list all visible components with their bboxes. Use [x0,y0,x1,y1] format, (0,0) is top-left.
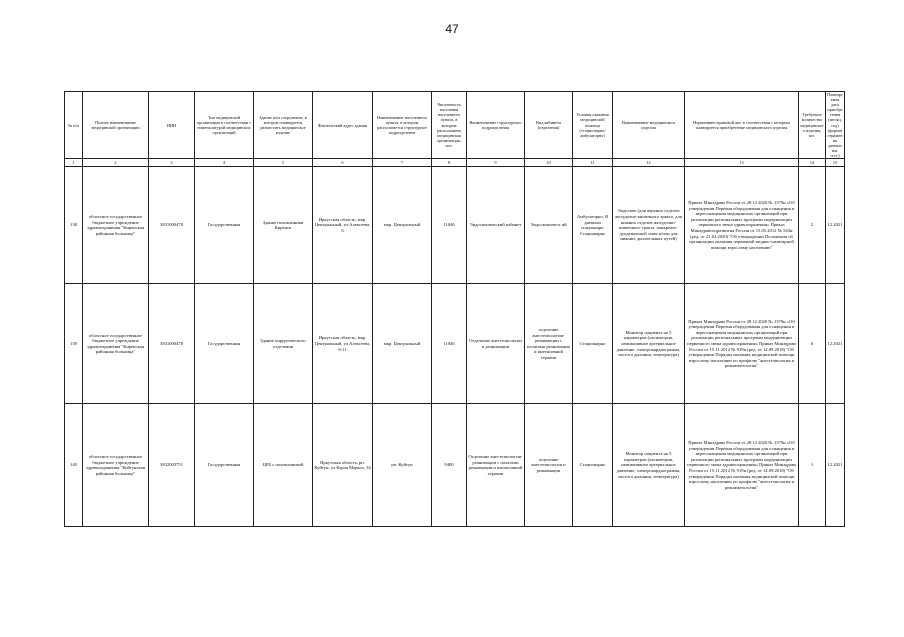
column-number: 9 [467,159,525,167]
conditions-cell: Амбулаторно, В дневном стационаре, Стационарно [573,167,613,284]
header-cell: Нормативно-правовой акт, в соответствии с которым планируется приобретение медицинского изделия [685,92,799,159]
column-number: 2 [83,159,149,167]
column-number: 13 [685,159,799,167]
quantity-cell: 1 [799,404,826,527]
table-row [65,404,845,527]
population-cell: 11046 [432,284,467,404]
org-name-cell: областное государственное бюджетное учреждение здравоохранения "Куйтунская районная больница" [83,404,149,527]
header-cell: Наименование населенного пункта, в котором располагается структурное подразделение [373,92,432,159]
org-type-cell: Государственная [195,167,254,284]
column-number: 8 [432,159,467,167]
quantity-cell: 6 [799,284,826,404]
header-cell: Планируемая дата приобретения (месяц, год) (формат отражения данных мм. гггг.) [827,92,843,159]
date-cell: 12.2021 [826,167,845,284]
column-number: 14 [799,159,826,167]
org-name-cell: областное государственное бюджетное учреждение здравоохранения "Киренская районная больница" [83,167,149,284]
address-cell: Иркутская область, рп. Куйтун, ул.Карла Маркса, 34 [313,404,373,527]
header-cell: Численность населения населенного пункта, в котором расположена медицинская организация, чел. [432,92,467,159]
unit-cell: Отделение анестезиологии-реанимации с палатами реанимации и интенсивной терапии [467,404,525,527]
unit-cell: Эндоскопический кабинет [467,167,525,284]
row-number: 139 [65,284,83,404]
header-cell: Здание или сооружение, в котором планируется разместить медицинское изделие [254,92,313,159]
header-cell: Условия оказания медицинской помощи (стационарно/амбулаторно) [573,92,613,159]
page-number: 47 [445,22,459,36]
inn-cell: 3831000478 [149,167,195,284]
column-number-row [65,159,845,167]
org-type-cell: Государственная [195,404,254,527]
date-cell: 12.2021 [826,404,845,527]
inn-cell: 3832003751 [149,404,195,527]
conditions-cell: Стационарно [573,404,613,527]
device-cell: Монитор пациента на 5 параметров (оксиметрия, неинвазивное артериальное давление, электрокардиограмма, частота дыхания, температура) [613,284,685,404]
row-number: 138 [65,167,83,284]
column-number: 3 [149,159,195,167]
header-cell: № п/п [65,92,83,159]
locality-cell: мкр. Центральный [373,167,432,284]
building-cell: Здание поликлиники Киренск [254,167,313,284]
quantity-cell: 2 [799,167,826,284]
cabinet-cell: Эндоскопическ ий [525,167,573,284]
column-number: 15 [826,159,845,167]
header-cell: ИНН [149,92,195,159]
header-row [65,92,845,159]
device-cell: Эндоскоп (для верхних отделов желудочно-кишечного тракта, для нижних отделов желудочно-кишечного тракта, панкреато-дуоденальной зоны и/или для нижних дыхательных путей) [613,167,685,284]
column-number: 1 [65,159,83,167]
column-number: 10 [525,159,573,167]
conditions-cell: Стационарно [573,284,613,404]
building-cell: Здание хирургического отделения [254,284,313,404]
address-cell: Иркутская область, мкр. Центральный, ул.Алексеева, 6 [313,167,373,284]
cabinet-cell: отделение анестезиологии-реанимации с палатами реанимации и интенсивной терапии [525,284,573,404]
org-name-cell: областное государственное бюджетное учреждение здравоохранения "Киренская районная больница" [83,284,149,404]
population-cell: 11046 [432,167,467,284]
legal-act-cell: Приказ Минздрава России от 28.12.2020 № 1379н «Об утверждении Перечня оборудования для оснащения и переоснащения медицинских организаций при реализации региональных программ модернизации первичного звена здравоохранения» Приказ Минздрава России от 15.11.2012 № 919н (ред. от 14.09.2018) "Об утверждении Порядка оказания медицинской помощи взрослому населению по профилю "анестезиология и реаниматология" [685,284,799,404]
row-number: 140 [65,404,83,527]
population-cell: 9400 [432,404,467,527]
locality-cell: мкр. Центральный [373,284,432,404]
header-cell: Полное наименование медицинской организации [83,92,149,159]
column-number: 5 [254,159,313,167]
equipment-table [64,91,845,527]
header-cell: Вид кабинета (отделения) [525,92,573,159]
header-cell: Наименование медицинского изделия [613,92,685,159]
legal-act-cell: Приказ Минздрава России от 28.12.2020 № 1379н «Об утверждении Перечня оборудования для оснащения и переоснащения медицинских организаций при реализации региональных программ модернизации первичного звена здравоохранения» Приказ Минздравсоцразвития России от 15.05.2012 № 543н (ред. от 21.02.2020) "Об утверждении Положения об организации оказания первичной медико-санитарной помощи взрослому населению" [685,167,799,284]
unit-cell: Отделение анестезиологии и реанимации [467,284,525,404]
table-row [65,167,845,284]
legal-act-cell: Приказ Минздрава России от 28.12.2020 № 1379н «Об утверждении Перечня оборудования для оснащения и переоснащения медицинских организаций при реализации региональных программ модернизации первичного звена здравоохранения» Приказ Минздрава России от 15.11.2012 № 919н (ред. от 14.09.2018) "Об утверждении Порядка оказания медицинской помощи взрослому населению по профилю "анестезиология и реаниматология" [685,404,799,527]
header-cell: Требуемое количество медицинского изделия, шт. [799,92,826,159]
cabinet-cell: отделение анестезиологии и реанимации [525,404,573,527]
locality-cell: рп. Куйтун [373,404,432,527]
inn-cell: 3831000478 [149,284,195,404]
header-cell: Тип медицинской организации в соответствии с номенклатурой медицинских организаций [195,92,254,159]
column-number: 4 [195,159,254,167]
column-number: 6 [313,159,373,167]
column-number: 11 [573,159,613,167]
column-number: 7 [373,159,432,167]
table-row [65,284,845,404]
address-cell: Иркутская область, мкр. Центральный, ул.Алексеева, 6-11 [313,284,373,404]
device-cell: Монитор пациента на 5 параметров (оксиметрия, неинвазивное артериальное давление, электрокардиограмма, частота дыхания, температура) [613,404,685,527]
header-cell: Наименование структурного подразделения [467,92,525,159]
column-number: 12 [613,159,685,167]
date-cell: 12.2021 [826,284,845,404]
building-cell: ЦРБ с поликлиникой [254,404,313,527]
header-cell: Фактический адрес здания [313,92,373,159]
org-type-cell: Государственная [195,284,254,404]
